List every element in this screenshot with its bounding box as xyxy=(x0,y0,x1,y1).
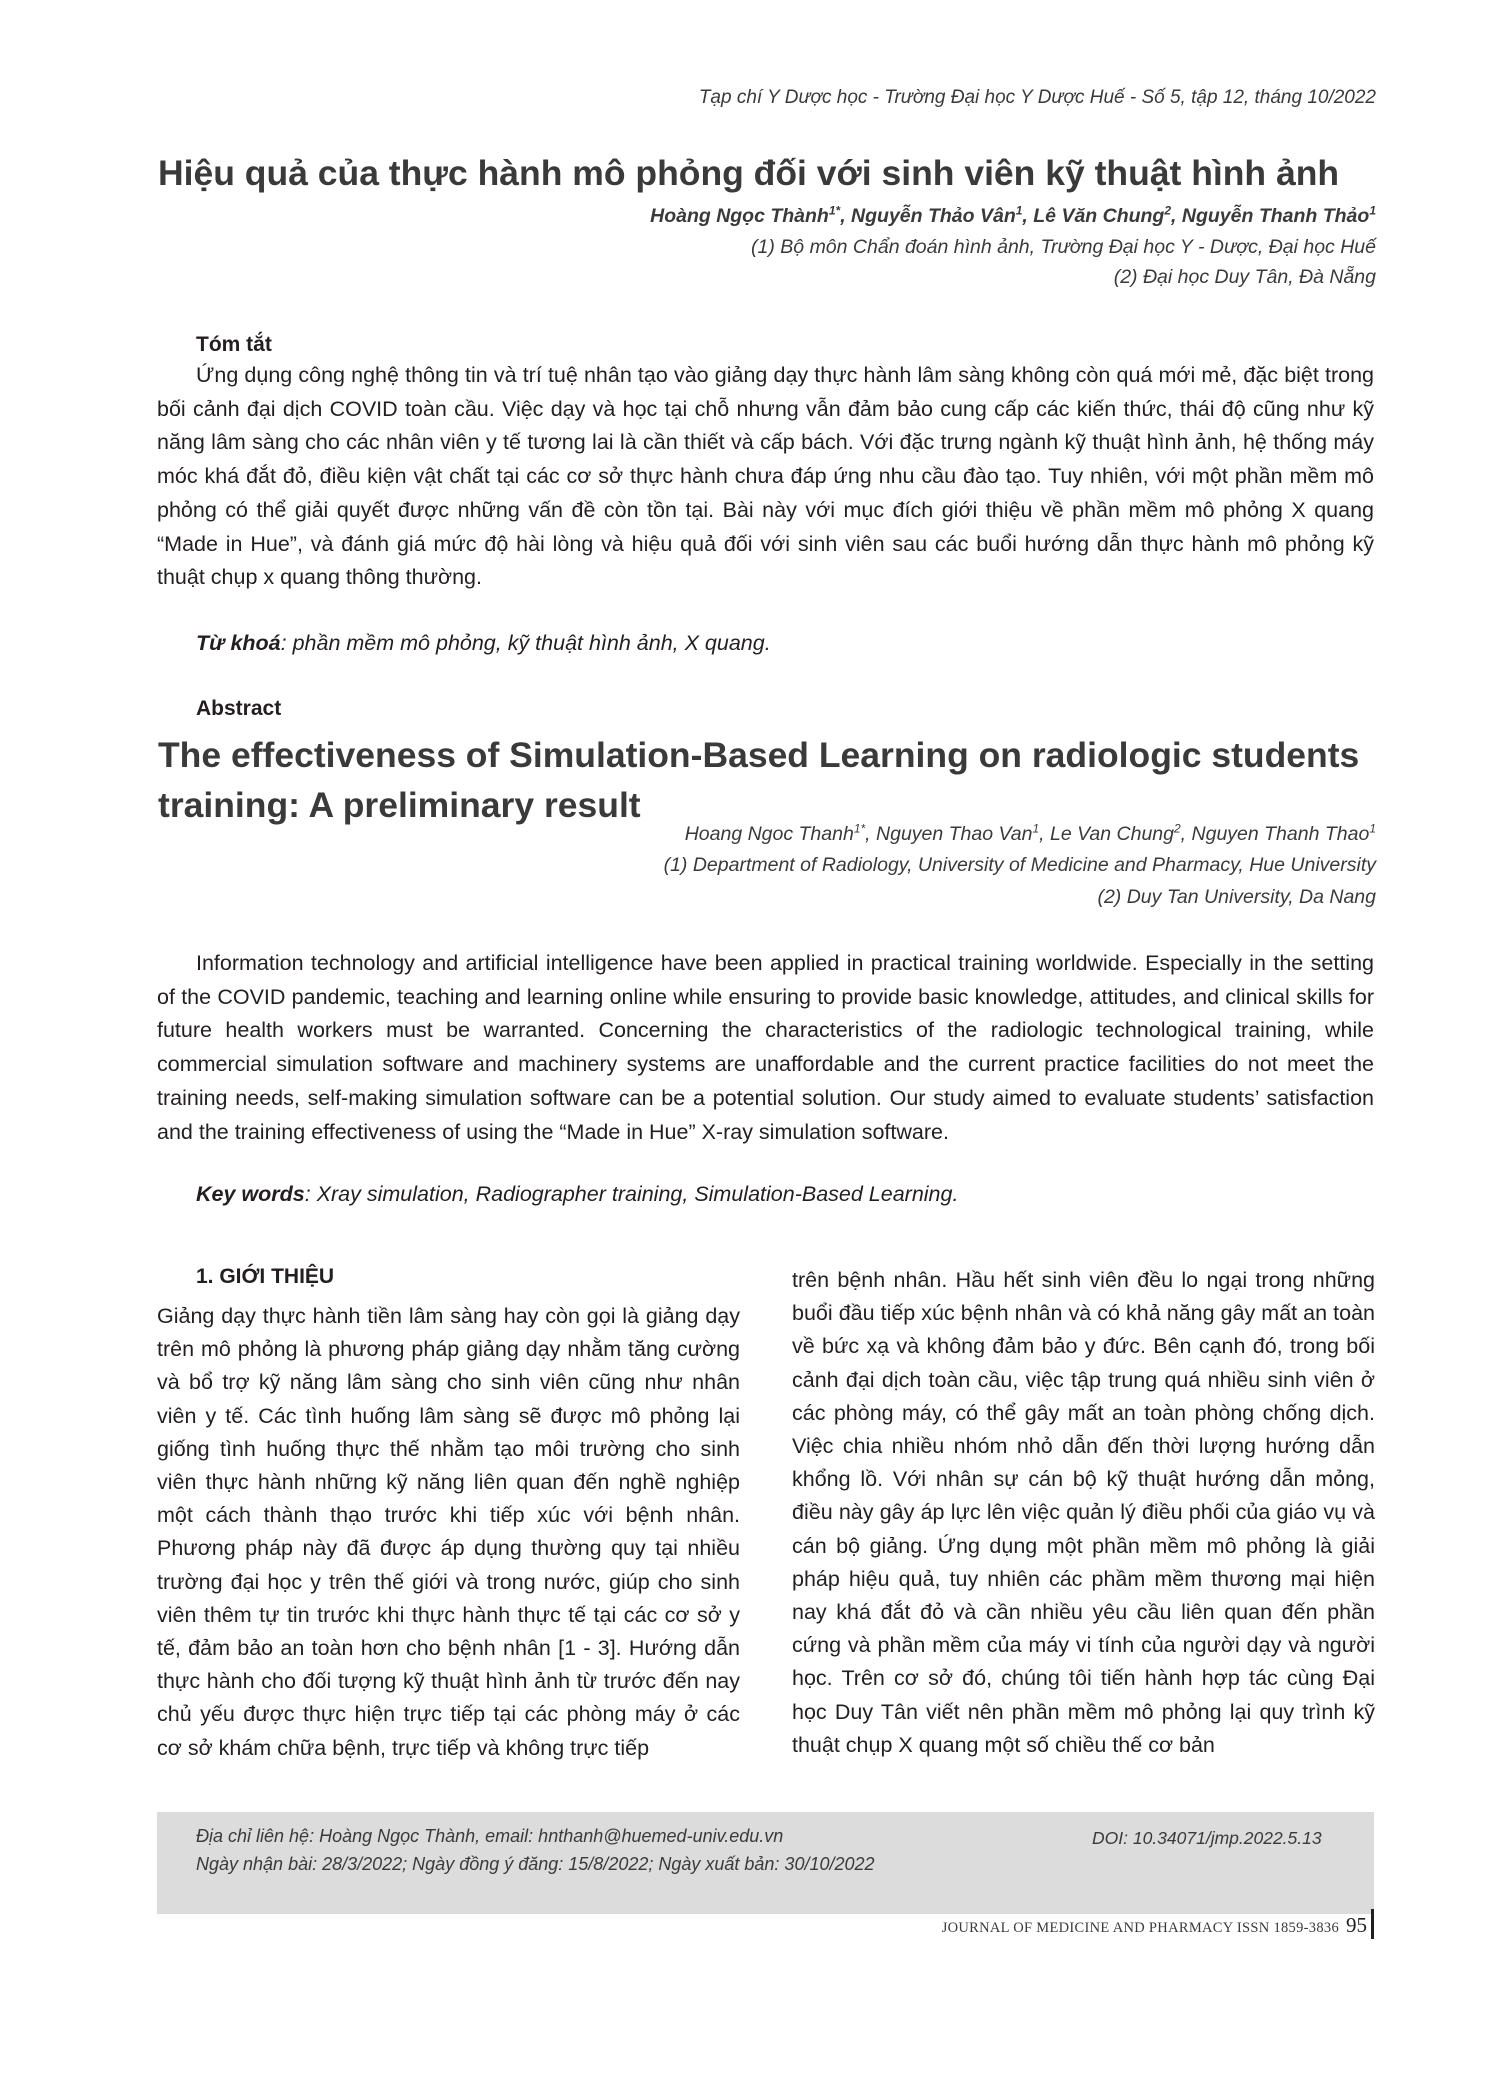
vietnamese-affiliation-2: (2) Đại học Duy Tân, Đà Nẵng xyxy=(1113,266,1376,288)
author-name: Nguyễn Thảo Vân xyxy=(851,205,1016,227)
author-name: Lê Văn Chung xyxy=(1033,205,1165,227)
section-1-left-column xyxy=(157,1270,740,1765)
english-authors xyxy=(685,823,1376,846)
author-separator: , xyxy=(1180,823,1192,845)
publication-dates: Ngày nhận bài: 28/3/2022; Ngày đồng ý đăng: 15/8/2022; Ngày xuất bản: 30/10/2022 xyxy=(196,1854,875,1874)
author-name: Nguyen Thanh Thao xyxy=(1191,823,1370,845)
author-affiliation-mark: 1 xyxy=(1015,203,1023,218)
english-abstract: Information technology and artificial intelligence have been applied in practical training worldwide. Especially in the setting of the COVID pandemic, teaching and learning online while ensuring to provide basic knowledge, attitudes, and clinical skills for future health workers must be warranted. Concerning the characteristics of the radiologic technological training, while commercial simulation software and machinery systems are unaffordable and the current practice facilities do not meet the training needs, self-making simulation software can be a potential solution. Our study aimed to evaluate students’ satisfaction and the training effectiveness of using the “Made in Hue” X-ray simulation software. xyxy=(157,951,1374,1144)
author-separator: , xyxy=(1022,205,1034,227)
vietnamese-summary: Ứng dụng công nghệ thông tin và trí tuệ nhân tạo vào giảng dạy thực hành lâm sàng không còn quá mới mẻ, đặc biệt trong bối cảnh đại dịch COVID toàn cầu. Việc dạy và học tại chỗ nhưng vẫn đảm bảo cung cấp các kiến thức, thái độ cũng như kỹ năng lâm sàng cho các nhân viên y tế tương lai là cần thiết và cấp bách. Với đặc trưng ngành kỹ thuật hình ảnh, hệ thống máy móc khá đắt đỏ, điều kiện vật chất tại các cơ sở thực hành chưa đáp ứng nhu cầu đào tạo. Tuy nhiên, với một phần mềm mô phỏng có thể giải quyết được những vấn đề còn tồn tại. Bài này với mục đích giới thiệu về phần mềm mô phỏng X quang “Made in Hue”, và đánh giá mức độ hài lòng và hiệu quả đối với sinh viên sau các buổi hướng dẫn thực hành mô phỏng kỹ thuật chụp x quang thông thường. xyxy=(157,363,1374,590)
author-separator: , xyxy=(1039,823,1051,845)
author-affiliation-mark: 1 xyxy=(1032,821,1040,836)
author-separator: , xyxy=(1171,205,1182,227)
contact-info-box xyxy=(157,1812,1374,1914)
footer-journal-name: JOURNAL OF MEDICINE AND PHARMACY ISSN 1859-3836 xyxy=(941,1920,1339,1936)
english-affiliation-1: (1) Department of Radiology, University of Medicine and Pharmacy, Hue University xyxy=(663,854,1376,876)
doi: DOI: 10.34071/jmp.2022.5.13 xyxy=(1092,1828,1322,1848)
page-number-divider xyxy=(1371,1909,1374,1939)
english-keywords xyxy=(196,1182,958,1207)
vietnamese-authors xyxy=(650,205,1376,228)
keywords-text: : phần mềm mô phỏng, kỹ thuật hình ảnh, X quang. xyxy=(280,631,771,655)
english-title: The effectiveness of Simulation-Based Learning on radiologic students training: A preliminary result xyxy=(158,735,1360,825)
vietnamese-affiliation-1: (1) Bộ môn Chẩn đoán hình ảnh, Trường Đại học Y - Dược, Đại học Huế xyxy=(751,236,1376,258)
author-name: Nguyễn Thanh Thảo xyxy=(1181,205,1370,227)
keywords-text: : Xray simulation, Radiographer training, Simulation-Based Learning. xyxy=(304,1182,959,1206)
section-1-right-column: trên bệnh nhân. Hầu hết sinh viên đều lo ngại trong những buổi đầu tiếp xúc bệnh nhân và có khả năng gây mất an toàn về bức xạ và không đảm bảo y đức. Bên cạnh đó, trong bối cảnh đại dịch toàn cầu, việc tập trung quá nhiều sinh viên ở các phòng máy, có thể gây mất an toàn phòng chống dịch. Việc chia nhiều nhóm nhỏ dẫn đến thời lượng hướng dẫn khổng lồ. Với nhân sự cán bộ kỹ thuật hướng dẫn mỏng, điều này gây áp lực lên việc quản lý điều phối của giáo vụ và cán bộ giảng. Ứng dụng một phần mềm mô phỏng là giải pháp hiệu quả, tuy nhiên các phầm mềm thương mại hiện nay khá đắt đỏ và cần nhiều yêu cầu liên quan đến phần cứng và phần mềm của máy vi tính của người dạy và người học. Trên cơ sở đó, chúng tôi tiến hành hợp tác cùng Đại học Duy Tân viết nên phần mềm mô phỏng lại quy trình kỹ thuật chụp X quang một số chiều thế cơ bản xyxy=(792,1268,1375,1757)
author-separator: , xyxy=(865,823,877,845)
author-affiliation-mark: 1* xyxy=(828,203,841,218)
author-name: Nguyen Thao Van xyxy=(876,823,1033,845)
author-name: Hoang Ngoc Thanh xyxy=(684,823,854,845)
page-number: 95 xyxy=(1346,1913,1367,1937)
author-affiliation-mark: 1 xyxy=(1369,821,1376,836)
contact-address: Địa chỉ liên hệ: Hoàng Ngọc Thành, email: hnthanh@huemed-univ.edu.vn xyxy=(196,1826,784,1846)
author-affiliation-mark: 1* xyxy=(853,821,866,836)
keywords-label: Key words xyxy=(196,1182,305,1206)
keywords-label: Từ khoá xyxy=(196,631,281,655)
vietnamese-keywords xyxy=(196,631,771,656)
vietnamese-title: Hiệu quả của thực hành mô phỏng đối với sinh viên kỹ thuật hình ảnh xyxy=(158,153,1340,193)
author-separator: , xyxy=(840,205,852,227)
author-name: Le Van Chung xyxy=(1050,823,1174,845)
author-affiliation-mark: 2 xyxy=(1173,821,1181,836)
author-affiliation-mark: 2 xyxy=(1164,203,1172,218)
summary-heading: Tóm tắt xyxy=(196,333,272,356)
journal-header: Tạp chí Y Dược học - Trường Đại học Y Dược Huế - Số 5, tập 12, tháng 10/2022 xyxy=(698,87,1376,108)
author-name: Hoàng Ngọc Thành xyxy=(650,205,829,227)
english-affiliation-2: (2) Duy Tan University, Da Nang xyxy=(1097,886,1376,908)
section-1-left-text: Giảng dạy thực hành tiền lâm sàng hay còn gọi là giảng dạy trên mô phỏng là phương pháp giảng dạy nhằm tăng cường và bổ trợ kỹ năng lâm sàng cho sinh viên cũng như nhân viên y tế. Các tình huống lâm sàng sẽ được mô phỏng lại giống tình huống thực thế nhằm tạo môi trường cho sinh viên thực hành những kỹ năng liên quan đến nghề nghiệp một cách thành thạo trước khi tiếp xúc với bệnh nhân. Phương pháp này đã được áp dụng thường quy tại nhiều trường đại học y trên thế giới và trong nước, giúp cho sinh viên thêm tự tin trước khi thực hành thực tế tại các cơ sở y tế, đảm bảo an toàn hơn cho bệnh nhân [1 - 3]. Hướng dẫn thực hành cho đối tượng kỹ thuật hình ảnh từ trước đến nay chủ yếu được thực hiện trực tiếp tại các phòng máy ở các cơ sở khám chữa bệnh, trực tiếp và không trực tiếp xyxy=(157,1304,740,1760)
section-1-heading: 1. GIỚI THIỆU xyxy=(196,1265,335,1288)
author-affiliation-mark: 1 xyxy=(1369,203,1376,218)
abstract-heading: Abstract xyxy=(196,697,282,720)
